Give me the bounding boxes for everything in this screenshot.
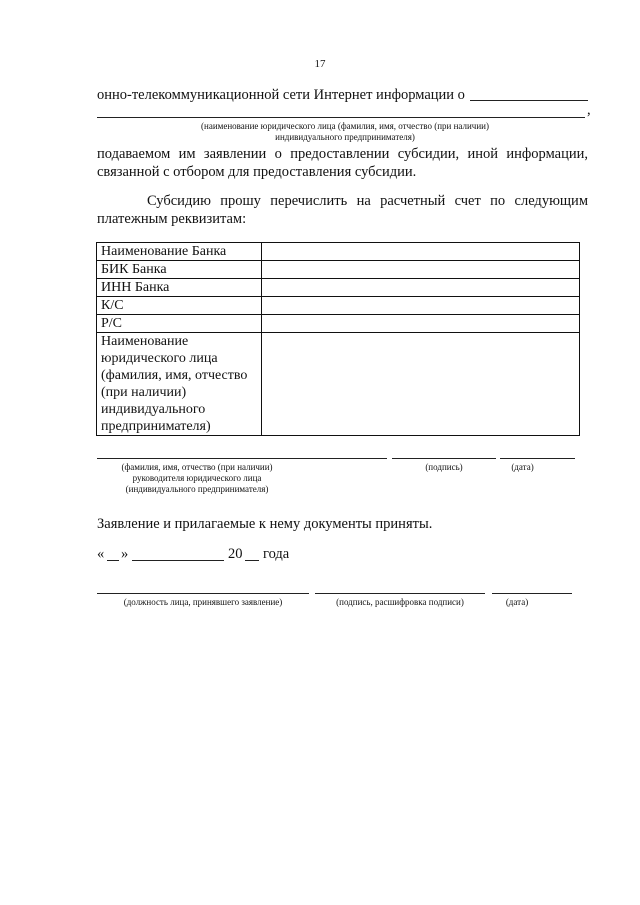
org-name-fill-line-2 — [97, 117, 585, 118]
table-label-cell: БИК Банка — [97, 261, 262, 279]
table-row — [97, 279, 580, 297]
table-value-cell[interactable] — [262, 297, 580, 315]
table-value-cell[interactable] — [262, 315, 580, 333]
org-name-caption: (наименование юридического лица (фамилия, имя, отчество (при наличии) индивидуального предпринимателя) — [201, 121, 489, 142]
applicant-date-line — [500, 458, 575, 459]
applicant-name-caption: (фамилия, имя, отчество (при наличии) руководителя юридического лица (индивидуального предпринимателя) — [121, 462, 273, 494]
acceptor-position-line — [97, 593, 309, 594]
acceptor-sign-caption: (подпись, расшифровка подписи) — [336, 597, 464, 607]
year-fill-line — [245, 560, 259, 561]
acceptor-sign-line — [315, 593, 485, 594]
table-row — [97, 243, 580, 261]
intro-para-line-2: связанной с отбором для предоставления субсидии. — [97, 164, 417, 180]
day-fill-line — [107, 560, 119, 561]
page-number: 17 — [314, 58, 326, 70]
table-row — [97, 297, 580, 315]
intro-line-1: онно-телекоммуникационной сети Интернет информации о — [97, 87, 465, 103]
acceptance-date — [97, 545, 327, 565]
acceptor-date-line — [492, 593, 572, 594]
applicant-date-caption: (дата) — [511, 462, 534, 472]
table-value-cell[interactable] — [262, 279, 580, 297]
open-quote: « — [97, 546, 105, 562]
month-fill-line — [132, 560, 224, 561]
year-suffix: года — [263, 546, 290, 562]
close-quote: » — [121, 546, 129, 562]
intro-para-line-1: подаваемом им заявлении о предоставлении субсидии, иной информации, — [97, 146, 588, 162]
org-name-fill-line — [470, 100, 588, 101]
trailing-comma: , — [587, 102, 591, 118]
table-value-cell[interactable] — [262, 333, 580, 436]
year-prefix: 20 — [228, 546, 243, 562]
bank-details-table — [96, 242, 580, 436]
table-label-cell: Р/С — [97, 315, 262, 333]
table-label-cell: Наименование Банка — [97, 243, 262, 261]
subsidy-line-2: платежным реквизитам: — [97, 211, 247, 227]
table-row — [97, 315, 580, 333]
table-label-cell: Наименование юридического лица (фамилия, имя, отчество (при наличии) индивидуального предпринимателя) — [97, 333, 262, 436]
applicant-sign-caption: (подпись) — [425, 462, 463, 472]
applicant-name-line — [97, 458, 387, 459]
subsidy-line-1: Субсидию прошу перечислить на расчетный счет по следующим — [147, 193, 588, 209]
table-label-cell: ИНН Банка — [97, 279, 262, 297]
table-label-cell: К/С — [97, 297, 262, 315]
acceptor-date-caption: (дата) — [505, 597, 529, 607]
acceptor-position-caption: (должность лица, принявшего заявление) — [123, 597, 283, 607]
table-value-cell[interactable] — [262, 243, 580, 261]
table-row — [97, 261, 580, 279]
applicant-sign-line — [392, 458, 496, 459]
accepted-text: Заявление и прилагаемые к нему документы приняты. — [97, 516, 433, 532]
table-row — [97, 333, 580, 436]
table-value-cell[interactable] — [262, 261, 580, 279]
